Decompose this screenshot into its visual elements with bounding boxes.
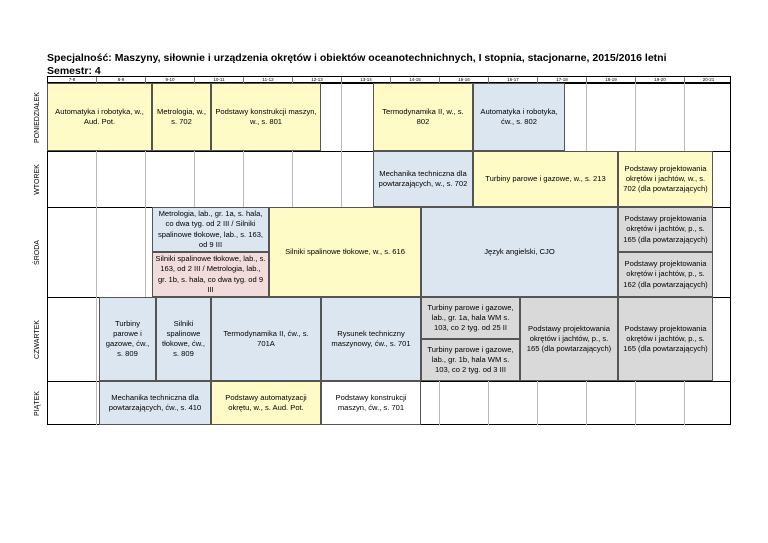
class-block[interactable]: Mechanika techniczna dla powtarzających, w., s. 702 [373,151,473,207]
hour-label: 14-15 [391,77,440,83]
day-label-tuesday [28,151,46,207]
semester-label: Semestr: 4 [47,65,101,77]
day-label-thursday [28,297,46,381]
class-block[interactable]: Silniki spalinowe tłokowe, lab., s. 163, od 2 III / Metrologia, lab., gr. 1b, s. hala, co dwa tyg. od 9 III [152,252,269,297]
class-block[interactable]: Język angielski, CJO [421,207,618,297]
hour-label: 19-20 [636,77,685,83]
class-block[interactable]: Podstawy projektowania okrętów i jachtów, p., s. 162 (dla powtarzających) [618,252,713,297]
class-block[interactable]: Metrologia, w., s. 702 [152,83,211,151]
day-label-wednesday [28,207,46,297]
class-block[interactable]: Podstawy projektowania okrętów i jachtów, p., s. 165 (dla powtarzających) [520,297,618,381]
hour-label: 9-10 [146,77,195,83]
class-block[interactable]: Podstawy projektowania okrętów i jachtów, p., s. 165 (dla powtarzających) [618,207,713,252]
class-block[interactable]: Silniki spalinowe tłokowe, w., s. 616 [269,207,421,297]
class-block[interactable]: Metrologia, lab., gr. 1a, s. hala, co dwa tyg. od 2 III / Silniki spalinowe tłokowe, lab., s. 163, od 9 III [152,207,269,252]
hour-label: 15-16 [440,77,489,83]
hour-label: 7-8 [48,77,97,83]
hour-label: 10-11 [195,77,244,83]
day-label-text: PONIEDZIAŁEK [33,91,41,143]
day-label-text: PIĄTEK [33,390,41,416]
class-block[interactable]: Podstawy projektowania okrętów i jachtów, w., s. 702 (dla powtarzających) [618,151,713,207]
hour-label: 17-18 [538,77,587,83]
class-block[interactable]: Podstawy automatyzacji okrętu, w., s. Aud. Pot. [211,381,321,425]
class-block[interactable]: Termodynamika II, ćw., s. 701A [211,297,321,381]
class-block[interactable]: Turbiny parowe i gazowe, lab., gr. 1a, hala WM s. 103, co 2 tyg. od 25 II [421,297,520,339]
class-block[interactable]: Automatyka i robotyka, w., Aud. Pot. [47,83,152,151]
class-block[interactable]: Automatyka i robotyka, ćw., s. 802 [473,83,565,151]
hour-header [47,76,731,83]
class-block[interactable]: Silniki spalinowe tłokowe, ćw., s. 809 [156,297,211,381]
class-block[interactable]: Termodynamika II, w., s. 802 [373,83,473,151]
hour-label: 18-19 [587,77,636,83]
day-label-text: ŚRODA [33,239,41,265]
class-block[interactable]: Podstawy konstrukcji maszyn, w., s. 801 [211,83,321,151]
hour-label: 12-13 [293,77,342,83]
class-block[interactable]: Rysunek techniczny maszynowy, ćw., s. 701 [321,297,421,381]
class-block[interactable]: Podstawy konstrukcji maszyn, ćw., s. 701 [321,381,421,425]
class-block[interactable]: Turbiny parowe i gazowe, w., s. 213 [473,151,618,207]
day-label-text: CZWARTEK [33,319,41,359]
day-label-text: WTOREK [33,163,41,195]
class-block[interactable]: Mechanika techniczna dla powtarzających, ćw., s. 410 [99,381,211,425]
hour-label: 8-9 [97,77,146,83]
hour-label: 13-14 [342,77,391,83]
hour-label: 20-21 [702,77,715,82]
hour-label: 16-17 [489,77,538,83]
class-block[interactable]: Podstawy projektowania okrętów i jachtów, p., s. 165 (dla powtarzających) [618,297,713,381]
page-title: Specjalność: Maszyny, siłownie i urządzenia okrętów i obiektów oceanotechnichnych, I stopnia, stacjonarne, 2015/2016 letni [47,52,667,64]
hour-label: 11-12 [244,77,293,83]
day-label-friday [28,381,46,425]
class-block[interactable]: Turbiny parowe i gazowe, ćw., s. 809 [99,297,156,381]
day-label-monday [28,83,46,151]
class-block[interactable]: Turbiny parowe i gazowe, lab., gr. 1b, hala WM s. 103, co 2 tyg. od 3 III [421,339,520,381]
